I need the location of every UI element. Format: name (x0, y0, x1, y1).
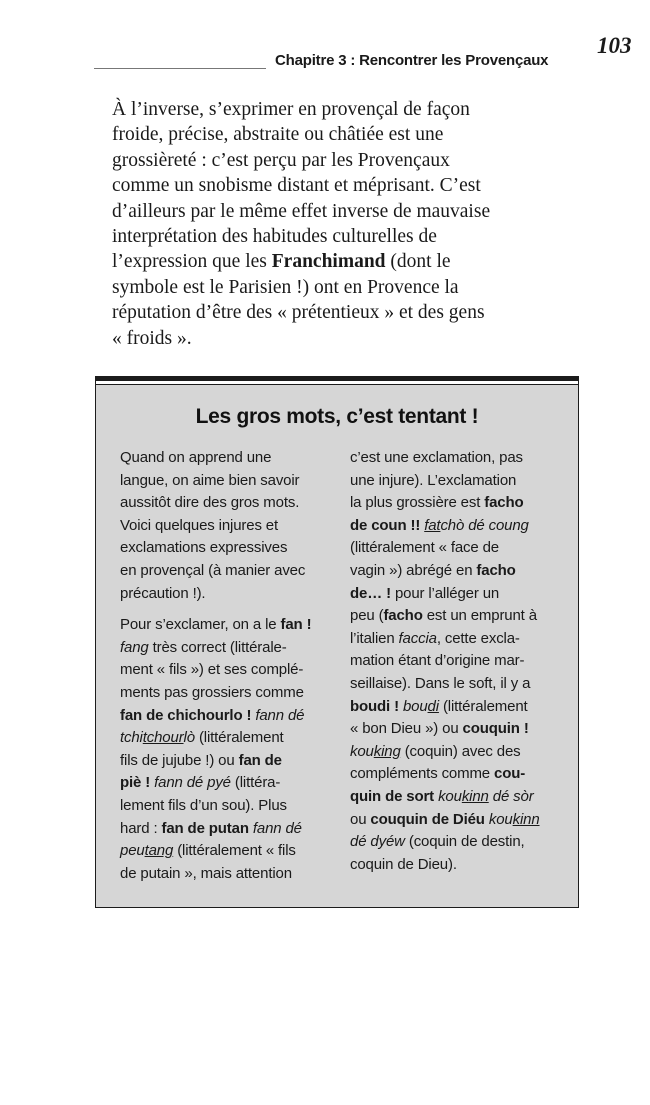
text-line: (littéralement « face de (350, 539, 499, 557)
paragraph-gap (120, 605, 332, 614)
text-line (120, 614, 332, 637)
text-line (350, 786, 562, 809)
sidebar-background (96, 384, 578, 907)
pronunciation (424, 517, 529, 534)
body-line (112, 249, 582, 274)
sidebar-box (95, 376, 579, 908)
text-line: lement fils d’un sou). Plus (120, 796, 287, 814)
text-line (350, 605, 562, 628)
text-line: Quand on apprend une (120, 449, 272, 466)
bold-term: piè ! (120, 774, 151, 792)
text-line: précaution !). (120, 584, 206, 602)
text-fragment: chò dé coung (440, 516, 529, 534)
text-line (350, 628, 562, 651)
stressed-syllable: kinn (512, 810, 540, 828)
body-line: réputation d’être des « prétentieux » et des gens (112, 302, 485, 324)
text-line (120, 818, 332, 841)
text-fragment: (coquin) avec des (400, 742, 521, 760)
body-text-fragment: (dont le (385, 251, 451, 273)
pronunciation (120, 842, 173, 859)
body-line: symbole est le Parisien !) ont en Provence la (112, 276, 459, 298)
body-line: froide, précise, abstraite ou châtiée est une (112, 124, 444, 146)
body-line: interprétation des habitudes culturelles de (112, 226, 437, 248)
text-fragment: vagin ») abrégé en (350, 561, 477, 579)
pronunciation: fann dé (251, 706, 305, 724)
text-line (350, 718, 562, 741)
text-fragment: kou (434, 787, 462, 805)
text-line: ment « fils ») et ses complé- (120, 661, 304, 679)
text-fragment: (littéralement (194, 729, 284, 747)
text-line (350, 583, 562, 606)
bold-term: couquin ! (462, 720, 529, 738)
text-fragment: très correct (littérale- (148, 638, 287, 656)
bold-term: Franchimand (271, 251, 386, 273)
text-line (350, 763, 562, 786)
bold-term: couquin de Diéu (370, 810, 485, 828)
text-line: de putain », mais attention (120, 864, 292, 882)
text-fragment: peu (120, 842, 145, 860)
text-fragment: ou (350, 810, 371, 828)
page-number: 103 (597, 33, 632, 58)
body-line: grossièreté : c’est perçu par les Provençaux (112, 149, 450, 171)
text-line: une injure). L’exclamation (350, 471, 517, 489)
pronunciation (399, 698, 439, 715)
text-fragment: (littéralement (438, 697, 528, 715)
stressed-syllable: fat (424, 516, 441, 534)
text-fragment: kou (350, 742, 374, 760)
text-line (350, 492, 562, 515)
text-line: ments pas grossiers comme (120, 683, 304, 701)
pronunciation: dé dyéw (350, 833, 405, 851)
text-line: aussitôt dire des gros mots. (120, 494, 300, 512)
bold-term: facho (476, 561, 516, 579)
text-line: seillaise). Dans le soft, il y a (350, 674, 531, 692)
text-line (120, 840, 332, 863)
text-line (350, 696, 562, 719)
text-line (120, 637, 332, 660)
pronunciation (350, 743, 401, 760)
text-line: coquin de Dieu). (350, 855, 457, 873)
text-line (350, 515, 562, 538)
text-fragment: compléments comme (350, 765, 495, 783)
sidebar-column-right (350, 447, 562, 876)
stressed-syllable: tchour (142, 729, 184, 747)
sidebar-title: Les gros mots, c’est tentant ! (195, 405, 479, 428)
text-fragment: l’italien (350, 629, 399, 647)
text-fragment: la plus grossière est (350, 494, 485, 512)
text-line: c’est une exclamation, pas (350, 449, 523, 466)
text-line (350, 560, 562, 583)
body-line: comme un snobisme distant et méprisant. C’est (112, 175, 481, 197)
text-fragment: , cette excla- (436, 629, 520, 647)
text-fragment: kou (484, 810, 513, 828)
bold-term: fan ! (280, 616, 312, 634)
bold-term: quin de sort (350, 787, 435, 805)
text-fragment: (littéralement « fils (173, 842, 296, 860)
text-fragment: dé sòr (488, 787, 534, 805)
chapter-header: Chapitre 3 : Rencontrer les Provençaux (275, 52, 549, 69)
stressed-syllable: king (373, 742, 401, 760)
text-line (350, 809, 562, 832)
bold-term: fan de (238, 751, 282, 769)
pronunciation: fann dé pyé (150, 774, 231, 792)
bold-term: boudi ! (350, 697, 399, 715)
text-line (350, 831, 562, 854)
text-line: mation étant d’origine mar- (350, 652, 525, 670)
text-fragment: hard : (120, 819, 162, 837)
text-fragment: « bon Dieu ») ou (350, 720, 463, 738)
body-line: À l’inverse, s’exprimer en provençal de façon (112, 99, 470, 120)
bold-term: facho (484, 494, 524, 512)
bold-term: fan de chichourlo ! (120, 706, 252, 724)
body-paragraph (112, 97, 582, 351)
text-fragment: fils de jujube !) ou (120, 751, 239, 769)
bold-term: fan de putan (161, 819, 249, 837)
text-line: langue, on aime bien savoir (120, 471, 300, 489)
stressed-syllable: tang (144, 842, 174, 860)
text-line: Voici quelques injures et (120, 516, 279, 534)
text-fragment: pour l’alléger un (390, 584, 500, 602)
italic-term: faccia (398, 629, 437, 647)
text-line (120, 705, 332, 728)
text-line: en provençal (à manier avec (120, 561, 306, 579)
bold-term: cou- (494, 765, 526, 783)
text-fragment: tchi (120, 729, 143, 747)
text-fragment: (littéra- (230, 774, 281, 792)
stressed-syllable: kinn (461, 787, 489, 805)
body-line: d’ailleurs par le même effet inverse de mauvaise (112, 200, 491, 222)
text-line (120, 750, 332, 773)
pronunciation (120, 729, 195, 746)
pronunciation: fann dé (248, 819, 302, 837)
sidebar-column-left (120, 447, 332, 885)
pronunciation: fang (120, 638, 149, 656)
text-fragment: bou (398, 697, 428, 715)
pronunciation (485, 811, 540, 828)
text-fragment: peu ( (350, 607, 384, 625)
bold-term: de coun !! (350, 516, 421, 534)
text-line: exclamations expressives (120, 539, 288, 557)
text-line (120, 727, 332, 750)
text-fragment: Pour s’exclamer, on a le (120, 616, 281, 634)
text-line (350, 741, 562, 764)
body-text-fragment: l’expression que les (112, 251, 272, 273)
pronunciation (434, 788, 534, 805)
text-fragment: lò (183, 729, 195, 747)
bold-term: facho (383, 607, 423, 625)
text-fragment: est un emprunt à (422, 607, 537, 625)
stressed-syllable: di (427, 697, 439, 715)
header-rule (94, 68, 266, 69)
bold-term: de… ! (350, 584, 391, 602)
text-fragment: (coquin de destin, (404, 833, 525, 851)
text-line (120, 772, 332, 795)
body-line: « froids ». (112, 327, 192, 349)
